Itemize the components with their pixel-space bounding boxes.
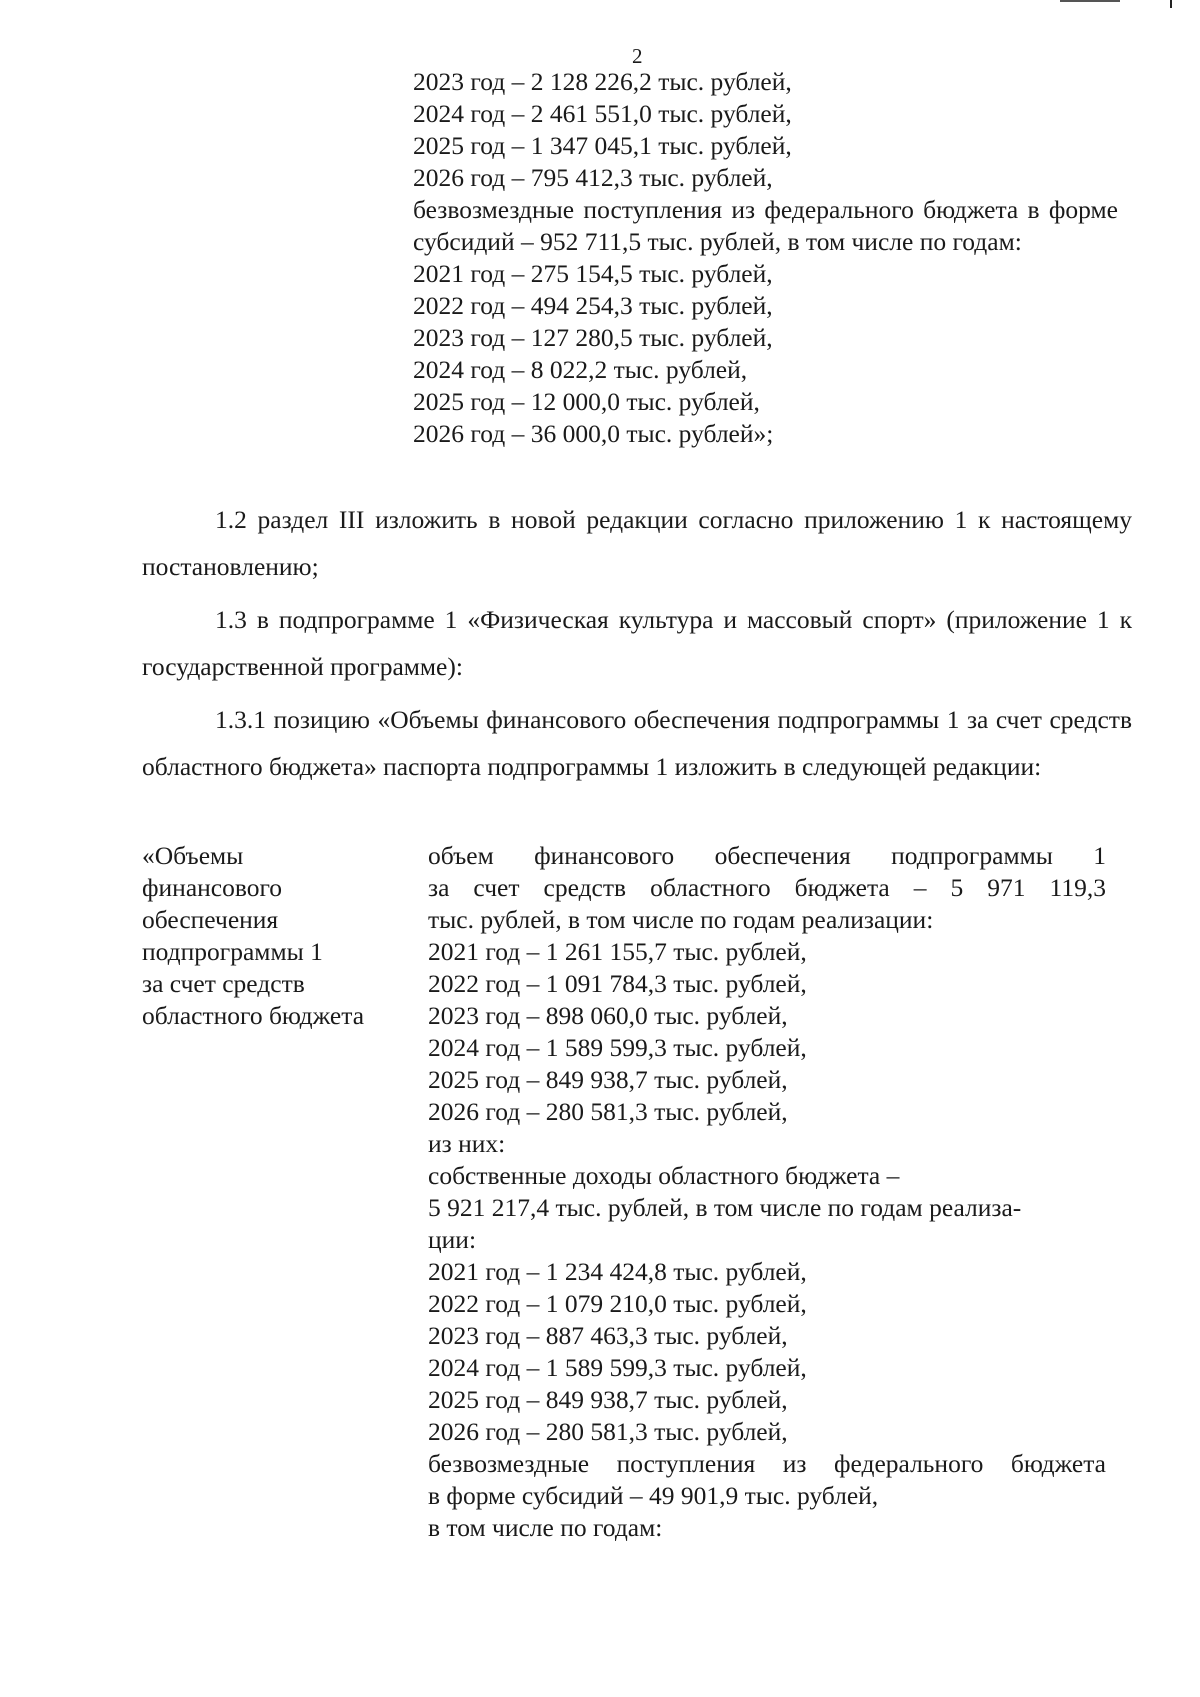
table-right-line: тыс. рублей, в том числе по годам реализации: — [428, 905, 934, 934]
paragraph-1-2: 1.2 раздел III изложить в новой редакции согласно приложению 1 к настоящему постановлению; — [142, 505, 1132, 581]
top-funding-block — [413, 66, 1123, 450]
year-line: 2023 год – 2 128 226,2 тыс. рублей, — [413, 67, 792, 96]
year-line: 2026 год – 36 000,0 тыс. рублей»; — [413, 419, 774, 448]
table-right-line: 2025 год – 849 938,7 тыс. рублей, — [428, 1385, 788, 1414]
table-left-line: «Объемы — [142, 841, 244, 870]
table-right-line: 2026 год – 280 581,3 тыс. рублей, — [428, 1097, 788, 1126]
table-right-line: 2022 год – 1 079 210,0 тыс. рублей, — [428, 1289, 807, 1318]
table-right-line: 2024 год – 1 589 599,3 тыс. рублей, — [428, 1353, 807, 1382]
year-line: 2022 год – 494 254,3 тыс. рублей, — [413, 291, 773, 320]
year-line: 2023 год – 127 280,5 тыс. рублей, — [413, 323, 773, 352]
table-left-line: за счет средств — [142, 969, 305, 998]
year-line: 2021 год – 275 154,5 тыс. рублей, — [413, 259, 773, 288]
table-right-line: 2022 год – 1 091 784,3 тыс. рублей, — [428, 969, 807, 998]
table-right-column — [428, 840, 1108, 1544]
table-right-line: в том числе по годам: — [428, 1513, 663, 1542]
table-right-line: 2023 год – 898 060,0 тыс. рублей, — [428, 1001, 788, 1030]
paragraph-1-3-1: 1.3.1 позицию «Объемы финансового обеспечения подпрограммы 1 за счет средств областного бюджета» паспорта подпрограммы 1 изложить в следующей редакции: — [142, 705, 1132, 781]
table-right-line: в форме субсидий – 49 901,9 тыс. рублей, — [428, 1481, 879, 1510]
table-left-line: финансового — [142, 873, 283, 902]
table-right-line: 2021 год – 1 261 155,7 тыс. рублей, — [428, 937, 807, 966]
table-left-line: обеспечения — [142, 905, 279, 934]
table-right-line: безвозмездные поступления из федерального бюджета — [428, 1449, 1106, 1478]
year-line: 2024 год – 2 461 551,0 тыс. рублей, — [413, 99, 792, 128]
table-right-line: из них: — [428, 1129, 506, 1158]
table-right-line: 2023 год – 887 463,3 тыс. рублей, — [428, 1321, 788, 1350]
scan-edge-mark — [1060, 0, 1120, 2]
scan-edge-mark — [1170, 0, 1172, 8]
year-line: 2025 год – 12 000,0 тыс. рублей, — [413, 387, 760, 416]
year-line: 2026 год – 795 412,3 тыс. рублей, — [413, 163, 773, 192]
table-right-line: объем финансового обеспечения подпрограммы 1 — [428, 841, 1106, 870]
table-left-line: областного бюджета — [142, 1001, 365, 1030]
table-right-line: 2026 год – 280 581,3 тыс. рублей, — [428, 1417, 788, 1446]
table-right-line: 2021 год – 1 234 424,8 тыс. рублей, — [428, 1257, 807, 1286]
paragraph-1-3: 1.3 в подпрограмме 1 «Физическая культура и массовый спорт» (приложение 1 к государственной программе): — [142, 605, 1132, 681]
page-number: 2 — [632, 44, 643, 68]
federal-subsidy-text: безвозмездные поступления из федерального бюджета в форме субсидий – 952 711,5 тыс. рублей, в том числе по годам: — [413, 195, 1118, 256]
table-left-column — [142, 840, 402, 1032]
table-left-line: подпрограммы 1 — [142, 937, 323, 966]
year-line: 2025 год – 1 347 045,1 тыс. рублей, — [413, 131, 792, 160]
table-right-line: ции: — [428, 1225, 477, 1254]
table-right-line: 5 921 217,4 тыс. рублей, в том числе по годам реализа- — [428, 1193, 1022, 1222]
table-right-line: за счет средств областного бюджета – 5 971 119,3 — [428, 873, 1106, 902]
table-right-line: собственные доходы областного бюджета – — [428, 1161, 900, 1190]
year-line: 2024 год – 8 022,2 тыс. рублей, — [413, 355, 748, 384]
table-right-line: 2025 год – 849 938,7 тыс. рублей, — [428, 1065, 788, 1094]
table-right-line: 2024 год – 1 589 599,3 тыс. рублей, — [428, 1033, 807, 1062]
